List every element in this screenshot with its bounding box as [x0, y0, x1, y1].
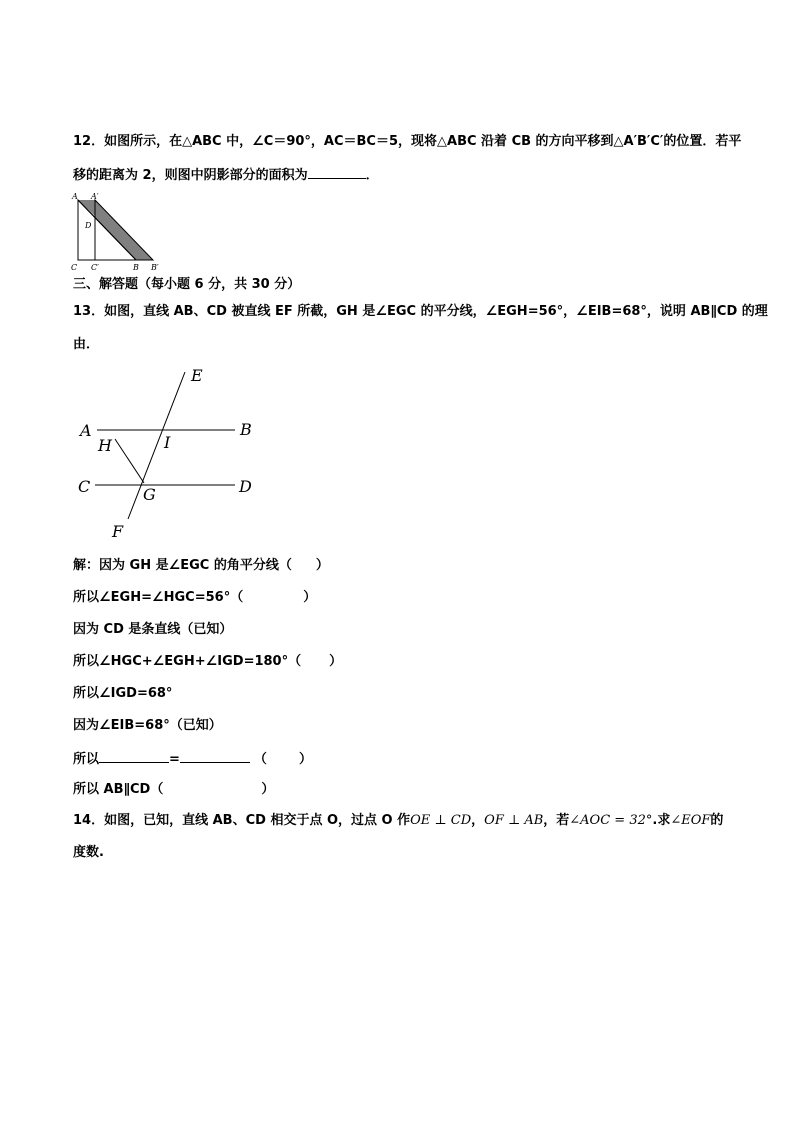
- q13-equals: =: [169, 752, 180, 767]
- q13-line-ef: [128, 372, 185, 519]
- q13-label-C: C: [78, 477, 91, 496]
- q12-figure: [68, 190, 168, 274]
- q13-label-H: H: [98, 436, 112, 455]
- q13-solution-4-end: ）: [329, 654, 343, 669]
- q12-label-D: D: [85, 221, 92, 230]
- q13-label-A: A: [80, 421, 92, 440]
- q13-solution-5: 所以∠IGD=68°: [73, 686, 173, 701]
- q14-math-oe-perp-cd: OE ⊥ CD: [410, 813, 472, 828]
- q13-solution-4: [73, 654, 342, 670]
- q14-line1-text-c: .求: [652, 813, 671, 828]
- q14-line1-text-a: 14．如图，已知，直线 AB、CD 相交于点 O，过点 O 作: [73, 813, 411, 828]
- q13-label-B: B: [240, 420, 252, 439]
- q12-label-B: B: [133, 263, 139, 272]
- q14-math-of-perp-ab: OF ⊥ AB: [484, 813, 544, 828]
- q12-label-C: C: [71, 263, 78, 272]
- q12-answer-blank[interactable]: [308, 166, 366, 179]
- q12-shaded-parallelogram: [78, 200, 153, 260]
- q12-label-B-prime: B′: [151, 263, 159, 272]
- q13-solution-7: [73, 750, 312, 768]
- q12-label-A: A: [72, 192, 78, 201]
- q13-solution-7-end: ）: [298, 752, 312, 767]
- q13-line-gh: [115, 439, 144, 483]
- q12-label-A-prime: A′: [91, 192, 99, 201]
- q12-line2-text: 移的距离为 2，则图中阴影部分的面积为: [73, 168, 308, 183]
- q13-solution-6: 因为∠EIB=68°（已知）: [73, 718, 222, 733]
- q14-math-angle-aoc: ∠AOC = 32°: [569, 813, 653, 828]
- q13-label-G: G: [143, 485, 156, 504]
- q14-line2: 度数.: [73, 845, 104, 860]
- q13-solution-7-text: 所以: [73, 752, 100, 767]
- q13-label-D: D: [239, 477, 252, 496]
- q12-segment-ab: [78, 200, 136, 260]
- q13-solution-2-text: 所以∠EGH=∠HGC=56°（: [73, 590, 244, 605]
- q12-triangle-abc-prime: [95, 200, 153, 260]
- q14-math-angle-eof: ∠EOF: [670, 813, 711, 828]
- q13-label-E: E: [191, 366, 203, 385]
- q13-angle-blank-left[interactable]: [99, 750, 169, 763]
- q13-label-F: F: [112, 522, 124, 541]
- q13-solution-4-text: 所以∠HGC+∠EGH+∠IGD=180°（: [73, 654, 302, 669]
- q13-solution-1: [73, 558, 329, 574]
- q12-line2-end: ．: [365, 168, 379, 183]
- q14-sep1: ，: [471, 813, 485, 828]
- q12-line2: [73, 166, 379, 184]
- q13-solution-2: [73, 590, 316, 606]
- q13-solution-8-text: 所以 AB∥CD（: [73, 782, 164, 797]
- q13-label-I: I: [164, 433, 171, 452]
- q13-solution-1-text: 解：因为 GH 是∠EGC 的角平分线（: [73, 558, 292, 573]
- q13-line2: 由．: [73, 337, 100, 352]
- q12-label-C-prime: C′: [91, 263, 99, 272]
- section3-title: 三、解答题（每小题 6 分，共 30 分）: [73, 277, 301, 292]
- q13-solution-3: 因为 CD 是条直线（已知）: [73, 622, 233, 637]
- q14-line1: [73, 813, 723, 829]
- q13-figure: [75, 362, 265, 544]
- q14-line1-text-b: ，若: [543, 813, 570, 828]
- q13-solution-7-paren: （: [253, 752, 267, 767]
- q13-solution-2-end: ）: [303, 590, 317, 605]
- q13-solution-8-end: ）: [261, 782, 275, 797]
- q12-line1: 12．如图所示，在△ABC 中，∠C＝90°，AC＝BC＝5，现将△ABC 沿着 CB 的方向平移到△A′B′C′的位置．若平: [73, 134, 742, 149]
- q13-solution-8: [73, 782, 274, 798]
- q14-line1-text-d: 的: [710, 813, 724, 828]
- q13-line1: 13．如图，直线 AB、CD 被直线 EF 所截，GH 是∠EGC 的平分线，∠EGH=56°，∠EIB=68°，说明 AB∥CD 的理: [73, 304, 768, 319]
- q13-angle-blank-right[interactable]: [180, 750, 250, 763]
- q13-solution-1-end: ）: [315, 558, 329, 573]
